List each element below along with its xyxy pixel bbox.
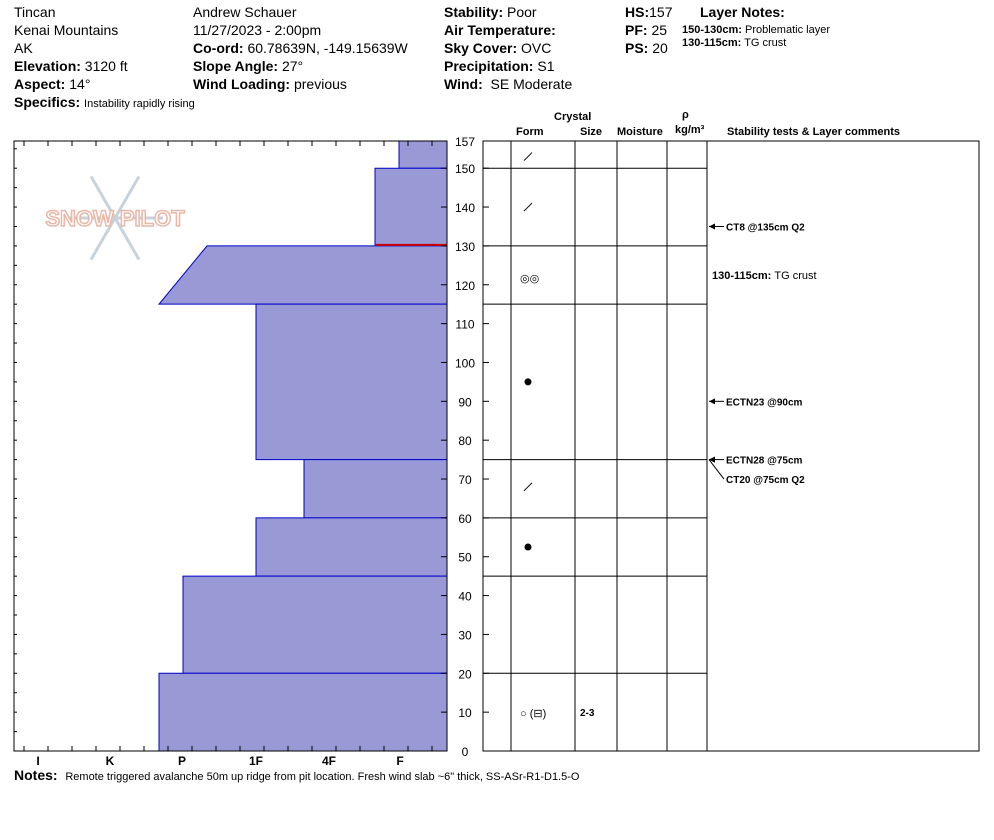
- layer-comment: [712, 270, 817, 282]
- pf-field: PF: 25: [625, 22, 668, 38]
- hardness-layer: [399, 141, 447, 168]
- stability-field: Stability: Poor: [444, 4, 537, 20]
- depth-label: 80: [458, 434, 472, 449]
- ps-field: PS: 20: [625, 40, 668, 56]
- grain-form-symbol: [524, 153, 532, 161]
- location-name: Tincan: [14, 4, 56, 20]
- depth-label: 90: [458, 395, 472, 410]
- form-header: Form: [516, 126, 544, 138]
- grain-size-label: 2-3: [580, 708, 595, 720]
- crystal-header: Crystal: [554, 111, 592, 123]
- wind-loading-field: Wind Loading: previous: [193, 76, 347, 92]
- grain-form-symbol: ○ (⊟): [520, 708, 547, 721]
- stability-test-label: ECTN23 @90cm: [726, 397, 803, 409]
- density-unit-header: kg/m³: [675, 124, 705, 136]
- hardness-label: 4F: [321, 754, 337, 768]
- depth-label: 130: [454, 239, 476, 254]
- specifics-field: Specifics: Instability rapidly rising: [14, 94, 195, 110]
- snowpilot-logo: [45, 176, 185, 259]
- precipitation-field: Precipitation: S1: [444, 58, 555, 74]
- wind-field: Wind: SE Moderate: [444, 76, 573, 92]
- sky-cover-field: Sky Cover: OVC: [444, 40, 552, 56]
- grain-form-symbol: [525, 378, 532, 385]
- layer-notes-title: Layer Notes:: [700, 4, 785, 20]
- snowpilot-logo-text: SNOW PILOT: [45, 206, 185, 231]
- depth-label: 157: [454, 135, 476, 149]
- hardness-label: 1F: [248, 754, 264, 768]
- mountain-range: Kenai Mountains: [14, 22, 119, 38]
- depth-label: 100: [454, 356, 476, 371]
- layer-comment-range: 130-115cm:: [712, 270, 775, 283]
- coord-field: Co-ord: 60.78639N, -149.15639W: [193, 40, 408, 56]
- elevation-field: Elevation: 3120 ft: [14, 58, 128, 74]
- depth-label: 140: [454, 201, 476, 216]
- hardness-label: K: [105, 754, 115, 768]
- depth-label: 120: [454, 278, 476, 293]
- stability-comments-header: Stability tests & Layer comments: [727, 126, 901, 138]
- datetime: 11/27/2023 - 2:00pm: [193, 22, 322, 38]
- depth-label: 110: [455, 317, 475, 332]
- depth-label: 50: [458, 550, 472, 565]
- test-arrowhead: [709, 223, 715, 229]
- layer-note-2: 130-115cm: TG crust: [682, 37, 787, 49]
- grain-form-symbol: [524, 483, 532, 491]
- hardness-layer: [159, 673, 447, 751]
- state: AK: [14, 40, 33, 56]
- hardness-layer: [256, 518, 447, 576]
- depth-label: 70: [458, 473, 472, 488]
- depth-label: 10: [458, 706, 472, 721]
- hardness-label: I: [36, 754, 40, 768]
- test-arrowhead: [709, 398, 715, 404]
- depth-label: 150: [454, 162, 476, 177]
- hs-field: HS:157: [625, 4, 673, 20]
- depth-label: 40: [458, 589, 472, 604]
- depth-label: 20: [458, 667, 472, 682]
- hardness-layer: [159, 246, 447, 304]
- test-arrow-line: [709, 460, 724, 479]
- hardness-label: F: [396, 754, 404, 768]
- stability-test-label: CT8 @135cm Q2: [726, 222, 805, 234]
- aspect-field: Aspect: 14°: [14, 76, 91, 92]
- grain-form-symbol: [524, 203, 532, 211]
- rho-header: ρ: [682, 109, 689, 121]
- depth-label: 60: [458, 511, 472, 526]
- layer-note-1: 150-130cm: Problematic layer: [682, 24, 830, 36]
- grain-form-symbol: ◎◎: [520, 272, 540, 285]
- notes-field: Notes: Remote triggered avalanche 50m up ridge from pit location. Fresh wind slab ~6" thick, SS-ASr-R1-D1.5-O: [14, 767, 580, 783]
- test-arrowhead: [709, 457, 715, 463]
- air-temp-field: Air Temperature:: [444, 22, 556, 38]
- hardness-layer: [304, 460, 447, 518]
- grain-form-symbol: [525, 544, 532, 551]
- observer: Andrew Schauer: [193, 4, 297, 20]
- layer-comment-text: TG crust: [774, 270, 817, 283]
- moisture-header: Moisture: [617, 126, 663, 138]
- hardness-layer: [256, 304, 447, 459]
- hardness-layer: [375, 168, 447, 246]
- depth-label: 0: [461, 745, 469, 759]
- hardness-layer: [183, 576, 447, 673]
- depth-label: 30: [458, 628, 472, 643]
- stability-test-label: ECTN28 @75cm: [726, 455, 803, 467]
- size-header: Size: [580, 126, 603, 138]
- stability-test-label: CT20 @75cm Q2: [726, 475, 805, 487]
- hardness-label: P: [177, 754, 187, 768]
- slope-field: Slope Angle: 27°: [193, 58, 304, 74]
